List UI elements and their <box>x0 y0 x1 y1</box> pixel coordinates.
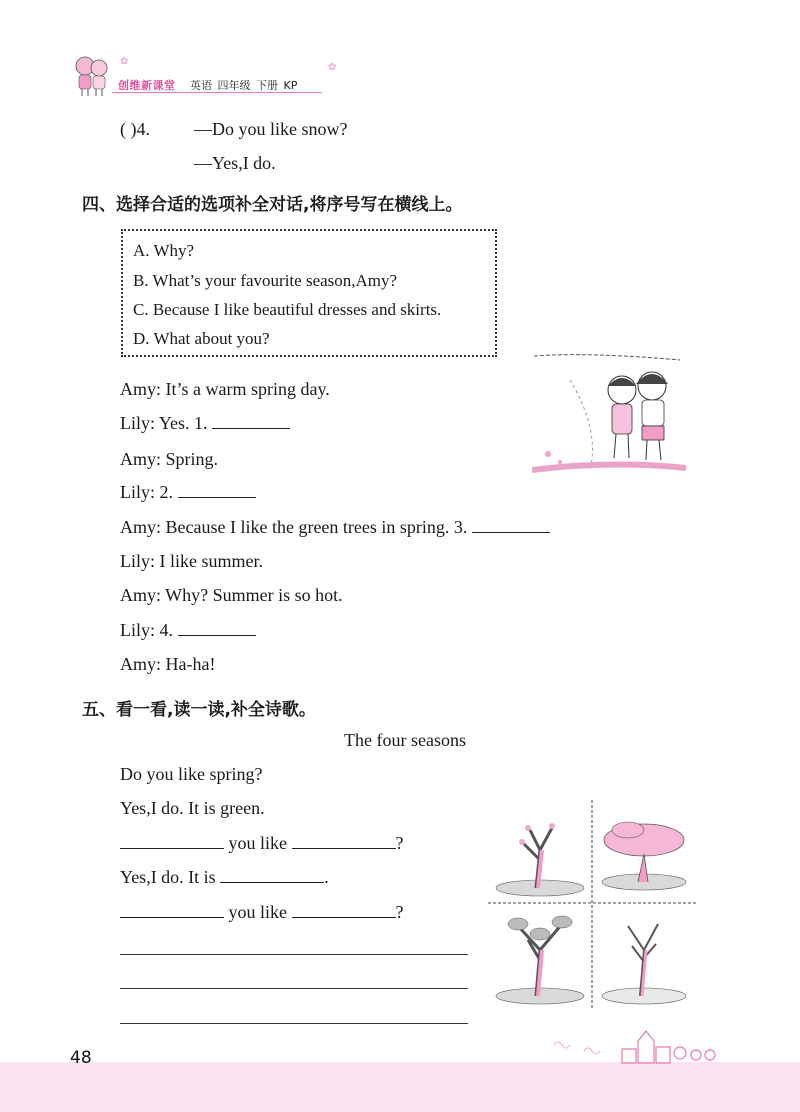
writing-line[interactable] <box>120 988 468 989</box>
writing-line[interactable] <box>120 1023 468 1024</box>
option-c: C. Because I like beautiful dresses and skirts. <box>133 300 442 319</box>
poem-line: Yes,I do. It is green. <box>120 798 265 818</box>
summer-tree-icon <box>602 822 686 890</box>
section4-title: 四、选择合适的选项补全对话,将序号写在横线上。 <box>82 195 463 215</box>
q4-question: —Do you like snow? <box>194 119 348 139</box>
poem-blank[interactable] <box>292 901 396 918</box>
castle-decoration-icon <box>550 1025 720 1065</box>
header-underline <box>112 92 322 93</box>
dialogue-line <box>120 619 256 641</box>
two-girls-illustration <box>530 350 690 478</box>
footer-band <box>0 1062 800 1112</box>
answer-blank-2[interactable] <box>178 481 256 498</box>
q4-bracket: ( )4. <box>120 119 150 139</box>
poem-text: ? <box>395 833 404 853</box>
autumn-tree-icon <box>496 916 584 1004</box>
poem-line: Do you like spring? <box>120 764 263 784</box>
dialogue-line <box>120 412 290 434</box>
options-box <box>121 229 497 357</box>
answer-blank-1[interactable] <box>212 412 290 429</box>
poem-blank[interactable] <box>220 866 324 883</box>
writing-line[interactable] <box>120 954 468 955</box>
dialogue-text: Lily: Yes. 1. <box>120 413 208 433</box>
option-b: B. What’s your favourite season,Amy? <box>133 271 398 290</box>
poem-text: . <box>324 867 329 887</box>
section5-title: 五、看一看,读一读,补全诗歌。 <box>82 700 316 720</box>
poem-line <box>120 866 329 888</box>
poem-text: you like <box>228 833 287 853</box>
poem-blank[interactable] <box>120 832 224 849</box>
dialogue-text: Amy: Because I like the green trees in spring. 3. <box>120 517 468 537</box>
page-number: 48 <box>70 1048 92 1068</box>
dialogue-line: Lily: I like summer. <box>120 551 263 571</box>
poem-line <box>120 832 404 854</box>
dialogue-line: Amy: Why? Summer is so hot. <box>120 585 343 605</box>
dialogue-line <box>120 516 550 538</box>
dialogue-line <box>120 481 256 503</box>
dialogue-line: Amy: Ha-ha! <box>120 654 216 674</box>
dialogue-text: Lily: 4. <box>120 620 173 640</box>
poem-blank[interactable] <box>120 901 224 918</box>
poem-text: you like <box>228 902 287 922</box>
book-info: 英语 四年级 下册 KP <box>190 79 298 92</box>
dialogue-text: Lily: 2. <box>120 482 173 502</box>
option-d: D. What about you? <box>133 329 270 348</box>
brand-label: 创维新课堂 <box>118 79 176 92</box>
dialogue-line: Amy: Spring. <box>120 449 219 469</box>
poem-blank[interactable] <box>292 832 396 849</box>
girls-logo-icon <box>70 52 114 98</box>
poem-title: The four seasons <box>344 730 466 750</box>
spring-tree-icon <box>496 823 584 896</box>
star-icon: ✿ <box>120 56 129 67</box>
poem-text: Yes,I do. It is <box>120 867 216 887</box>
poem-text: ? <box>395 902 404 922</box>
option-a: A. Why? <box>133 241 195 260</box>
star-icon: ✿ <box>328 62 337 73</box>
poem-line <box>120 901 404 923</box>
q4-answer: —Yes,I do. <box>194 153 276 173</box>
dialogue-line: Amy: It’s a warm spring day. <box>120 379 330 399</box>
four-seasons-trees <box>488 800 696 1010</box>
winter-tree-icon <box>602 924 686 1004</box>
answer-blank-3[interactable] <box>472 516 550 533</box>
answer-blank-4[interactable] <box>178 619 256 636</box>
